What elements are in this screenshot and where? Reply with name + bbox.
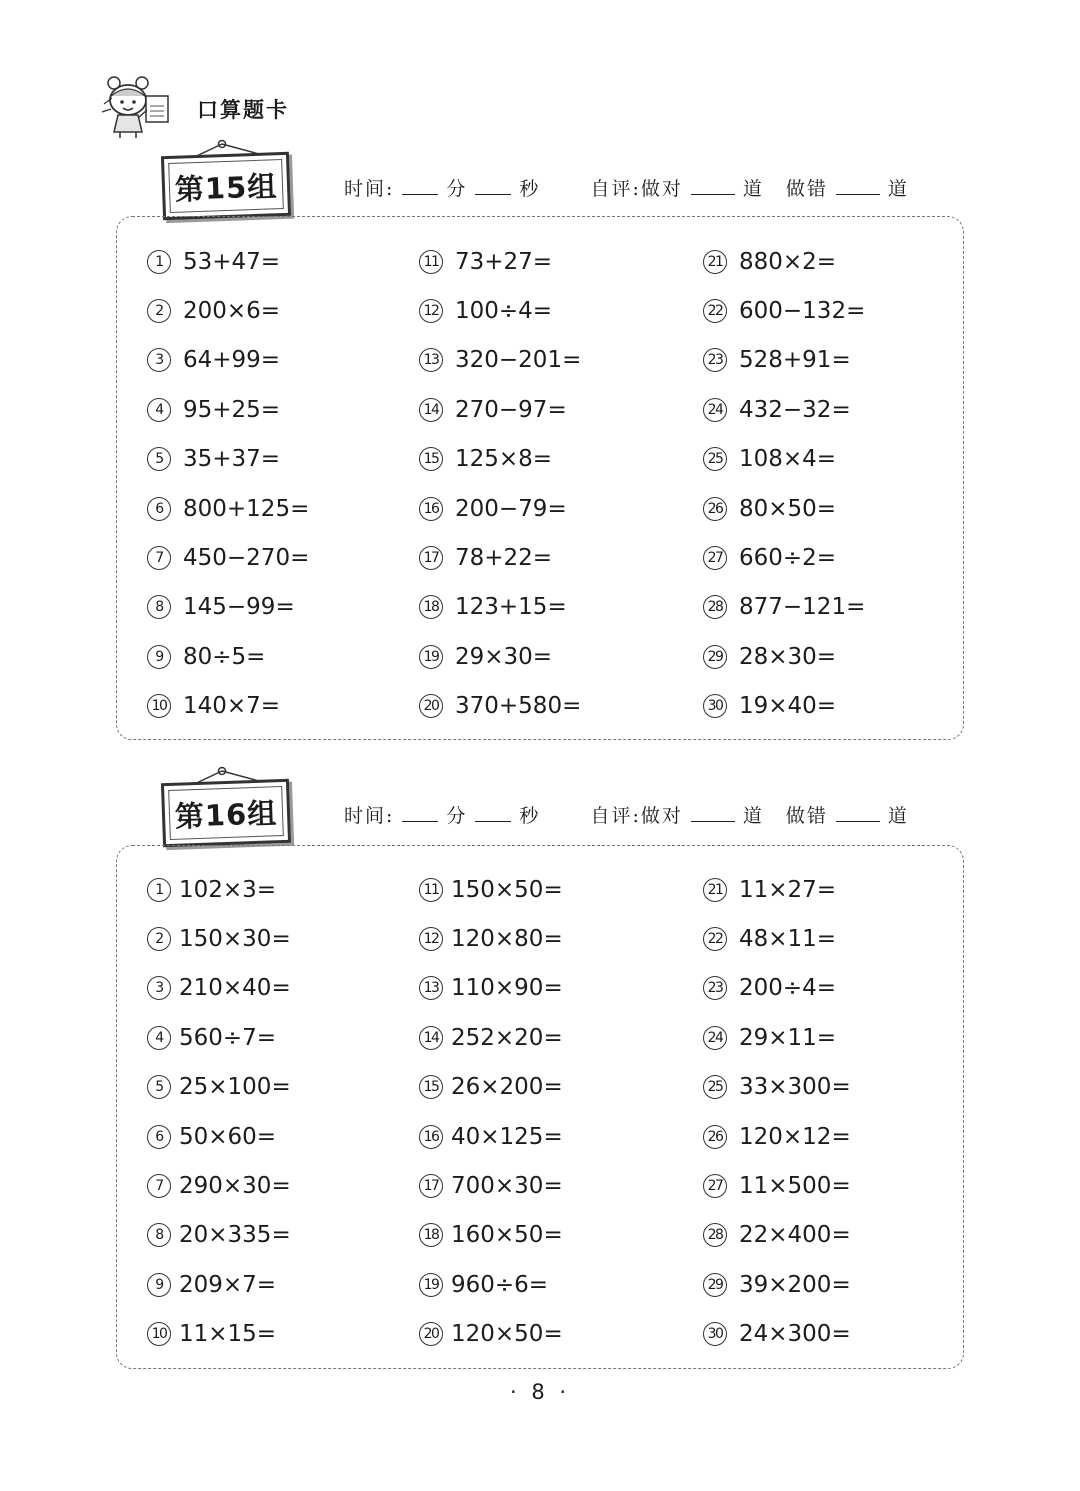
page-number: · 8 · bbox=[509, 1380, 571, 1404]
dao-label: 道 bbox=[887, 805, 909, 827]
problem-column bbox=[703, 237, 963, 731]
group-title: 第16组 bbox=[168, 786, 284, 840]
problem-item bbox=[419, 484, 679, 533]
problem-item bbox=[147, 1260, 407, 1309]
problem-number: 13 bbox=[419, 348, 443, 372]
problem-number: 1 bbox=[147, 878, 171, 902]
problem-number: 21 bbox=[703, 250, 727, 274]
problem-expression: 200÷4= bbox=[739, 975, 837, 1002]
problem-item bbox=[419, 1063, 679, 1112]
problem-number: 1 bbox=[147, 250, 171, 274]
problem-item bbox=[419, 632, 679, 681]
problem-expression: 880×2= bbox=[739, 248, 837, 275]
problem-number: 12 bbox=[419, 299, 443, 323]
problem-expression: 160×50= bbox=[451, 1222, 563, 1249]
problem-item bbox=[419, 237, 679, 286]
problem-expression: 40×125= bbox=[451, 1123, 563, 1150]
problem-expression: 11×27= bbox=[739, 876, 837, 903]
problem-item bbox=[419, 336, 679, 385]
wrong-label: 做错 bbox=[785, 178, 828, 200]
problem-expression: 800+125= bbox=[183, 495, 310, 522]
problem-item bbox=[419, 914, 679, 963]
problem-number: 7 bbox=[147, 1174, 171, 1198]
problem-number: 24 bbox=[703, 1026, 727, 1050]
wrong-count-blank[interactable] bbox=[836, 805, 880, 822]
problem-number: 23 bbox=[703, 348, 727, 372]
problem-expression: 125×8= bbox=[455, 446, 553, 473]
seconds-blank[interactable] bbox=[475, 805, 511, 822]
problem-expression: 290×30= bbox=[179, 1173, 291, 1200]
problem-item bbox=[703, 385, 963, 434]
problem-item bbox=[703, 914, 963, 963]
wrong-label: 做错 bbox=[785, 805, 828, 827]
problem-item bbox=[703, 336, 963, 385]
minutes-blank[interactable] bbox=[402, 805, 438, 822]
problem-item bbox=[703, 1161, 963, 1210]
problem-number: 13 bbox=[419, 976, 443, 1000]
problem-number: 7 bbox=[147, 546, 171, 570]
problem-number: 22 bbox=[703, 927, 727, 951]
problem-item bbox=[419, 1310, 679, 1359]
problem-expression: 960÷6= bbox=[451, 1271, 549, 1298]
problem-column bbox=[419, 865, 679, 1359]
second-label: 秒 bbox=[519, 178, 541, 200]
problem-expression: 560÷7= bbox=[179, 1024, 277, 1051]
problem-expression: 26×200= bbox=[451, 1074, 563, 1101]
problem-item bbox=[419, 1260, 679, 1309]
problem-expression: 80÷5= bbox=[183, 643, 266, 670]
problem-expression: 102×3= bbox=[179, 876, 277, 903]
problem-expression: 450−270= bbox=[183, 545, 310, 572]
problem-item bbox=[703, 435, 963, 484]
seconds-blank[interactable] bbox=[475, 178, 511, 195]
problem-expression: 64+99= bbox=[183, 347, 281, 374]
problem-item bbox=[703, 1310, 963, 1359]
problem-expression: 100÷4= bbox=[455, 298, 553, 325]
problem-expression: 370+580= bbox=[455, 693, 582, 720]
problem-item bbox=[703, 865, 963, 914]
problem-number: 21 bbox=[703, 878, 727, 902]
second-label: 秒 bbox=[519, 805, 541, 827]
problem-expression: 140×7= bbox=[183, 693, 281, 720]
problem-item bbox=[147, 1310, 407, 1359]
problem-column bbox=[419, 237, 679, 731]
minutes-blank[interactable] bbox=[402, 178, 438, 195]
problem-item bbox=[419, 865, 679, 914]
problem-expression: 35+37= bbox=[183, 446, 281, 473]
problem-item bbox=[703, 1013, 963, 1062]
problem-number: 3 bbox=[147, 348, 171, 372]
problem-expression: 19×40= bbox=[739, 693, 837, 720]
problem-item bbox=[419, 435, 679, 484]
problem-expression: 110×90= bbox=[451, 975, 563, 1002]
problem-expression: 270−97= bbox=[455, 396, 567, 423]
problem-item bbox=[147, 914, 407, 963]
problem-number: 14 bbox=[419, 398, 443, 422]
problem-expression: 73+27= bbox=[455, 248, 553, 275]
problem-item bbox=[147, 632, 407, 681]
problem-item bbox=[147, 682, 407, 731]
problem-number: 20 bbox=[419, 1322, 443, 1346]
problem-number: 16 bbox=[419, 497, 443, 521]
problem-item bbox=[147, 336, 407, 385]
problem-number: 14 bbox=[419, 1026, 443, 1050]
problem-item bbox=[147, 484, 407, 533]
problem-expression: 150×30= bbox=[179, 926, 291, 953]
problem-expression: 120×50= bbox=[451, 1321, 563, 1348]
problem-number: 9 bbox=[147, 645, 171, 669]
problem-number: 25 bbox=[703, 447, 727, 471]
problem-item bbox=[419, 1112, 679, 1161]
dao-label: 道 bbox=[887, 178, 909, 200]
problem-expression: 25×100= bbox=[179, 1074, 291, 1101]
problem-number: 18 bbox=[419, 1223, 443, 1247]
problem-number: 16 bbox=[419, 1125, 443, 1149]
problem-item bbox=[703, 1211, 963, 1260]
dao-label: 道 bbox=[742, 805, 764, 827]
group-title: 第15组 bbox=[168, 159, 284, 213]
minute-label: 分 bbox=[446, 805, 468, 827]
problem-item bbox=[147, 964, 407, 1013]
problem-item bbox=[703, 1112, 963, 1161]
problem-expression: 11×500= bbox=[739, 1173, 851, 1200]
problem-item bbox=[147, 1063, 407, 1112]
problem-column bbox=[147, 865, 407, 1359]
problem-number: 5 bbox=[147, 1075, 171, 1099]
problem-expression: 210×40= bbox=[179, 975, 291, 1002]
problem-item bbox=[703, 484, 963, 533]
time-label: 时间: bbox=[344, 805, 395, 827]
stats-line bbox=[344, 174, 909, 201]
problem-number: 27 bbox=[703, 546, 727, 570]
problem-number: 23 bbox=[703, 976, 727, 1000]
problem-expression: 22×400= bbox=[739, 1222, 851, 1249]
problem-number: 15 bbox=[419, 1075, 443, 1099]
problem-number: 30 bbox=[703, 694, 727, 718]
problem-number: 29 bbox=[703, 645, 727, 669]
problem-expression: 200−79= bbox=[455, 495, 567, 522]
problem-expression: 78+22= bbox=[455, 545, 553, 572]
problem-item bbox=[147, 583, 407, 632]
self-eval-label: 自评:做对 bbox=[590, 805, 683, 827]
problem-item bbox=[419, 286, 679, 335]
problem-number: 19 bbox=[419, 1273, 443, 1297]
problem-expression: 700×30= bbox=[451, 1173, 563, 1200]
problem-item bbox=[419, 964, 679, 1013]
problem-number: 4 bbox=[147, 398, 171, 422]
problem-number: 10 bbox=[147, 694, 171, 718]
problem-number: 12 bbox=[419, 927, 443, 951]
problem-expression: 320−201= bbox=[455, 347, 582, 374]
problem-item bbox=[419, 682, 679, 731]
problem-item bbox=[147, 533, 407, 582]
problem-expression: 80×50= bbox=[739, 495, 837, 522]
problem-expression: 600−132= bbox=[739, 298, 866, 325]
problem-number: 3 bbox=[147, 976, 171, 1000]
problem-number: 26 bbox=[703, 1125, 727, 1149]
problem-expression: 252×20= bbox=[451, 1024, 563, 1051]
problem-item bbox=[147, 1161, 407, 1210]
app-title: 口算题卡 bbox=[197, 98, 289, 122]
problem-expression: 660÷2= bbox=[739, 545, 837, 572]
problem-expression: 29×11= bbox=[739, 1024, 837, 1051]
problem-number: 11 bbox=[419, 878, 443, 902]
problem-number: 17 bbox=[419, 546, 443, 570]
problem-number: 8 bbox=[147, 1223, 171, 1247]
problem-expression: 200×6= bbox=[183, 298, 281, 325]
problem-column bbox=[703, 865, 963, 1359]
problem-item bbox=[419, 1161, 679, 1210]
problem-expression: 123+15= bbox=[455, 594, 567, 621]
problem-expression: 120×80= bbox=[451, 926, 563, 953]
problem-item bbox=[703, 1063, 963, 1112]
problem-panel bbox=[116, 845, 964, 1369]
problem-number: 6 bbox=[147, 1125, 171, 1149]
problem-item bbox=[419, 1013, 679, 1062]
problem-expression: 528+91= bbox=[739, 347, 851, 374]
correct-count-blank[interactable] bbox=[691, 805, 735, 822]
problem-expression: 33×300= bbox=[739, 1074, 851, 1101]
problem-number: 20 bbox=[419, 694, 443, 718]
stats-line bbox=[344, 801, 909, 828]
problem-expression: 24×300= bbox=[739, 1321, 851, 1348]
problem-number: 2 bbox=[147, 927, 171, 951]
problem-number: 25 bbox=[703, 1075, 727, 1099]
dao-label: 道 bbox=[742, 178, 764, 200]
problem-number: 9 bbox=[147, 1273, 171, 1297]
problem-expression: 50×60= bbox=[179, 1123, 277, 1150]
time-label: 时间: bbox=[344, 178, 395, 200]
problem-expression: 29×30= bbox=[455, 643, 553, 670]
problem-number: 11 bbox=[419, 250, 443, 274]
problem-item bbox=[419, 1211, 679, 1260]
problem-item bbox=[147, 286, 407, 335]
problem-item bbox=[419, 385, 679, 434]
problem-item bbox=[147, 1211, 407, 1260]
problem-number: 15 bbox=[419, 447, 443, 471]
problem-number: 28 bbox=[703, 1223, 727, 1247]
self-eval-label: 自评:做对 bbox=[590, 178, 683, 200]
problem-number: 27 bbox=[703, 1174, 727, 1198]
problem-item bbox=[703, 1260, 963, 1309]
problem-item bbox=[703, 533, 963, 582]
problem-expression: 209×7= bbox=[179, 1271, 277, 1298]
problem-item bbox=[147, 237, 407, 286]
problem-number: 29 bbox=[703, 1273, 727, 1297]
minute-label: 分 bbox=[446, 178, 468, 200]
correct-count-blank[interactable] bbox=[691, 178, 735, 195]
problem-expression: 28×30= bbox=[739, 643, 837, 670]
problem-item bbox=[419, 583, 679, 632]
problem-number: 2 bbox=[147, 299, 171, 323]
problem-expression: 877−121= bbox=[739, 594, 866, 621]
problem-item bbox=[703, 286, 963, 335]
problem-item bbox=[147, 865, 407, 914]
problem-number: 18 bbox=[419, 595, 443, 619]
wrong-count-blank[interactable] bbox=[836, 178, 880, 195]
page-header bbox=[100, 74, 400, 140]
problem-item bbox=[419, 533, 679, 582]
problem-number: 8 bbox=[147, 595, 171, 619]
problem-number: 10 bbox=[147, 1322, 171, 1346]
problem-item bbox=[703, 682, 963, 731]
problem-item bbox=[703, 632, 963, 681]
problem-number: 19 bbox=[419, 645, 443, 669]
problem-expression: 108×4= bbox=[739, 446, 837, 473]
problem-item bbox=[147, 385, 407, 434]
problem-expression: 20×335= bbox=[179, 1222, 291, 1249]
student-mascot-icon bbox=[100, 74, 172, 140]
problem-expression: 150×50= bbox=[451, 876, 563, 903]
problem-expression: 120×12= bbox=[739, 1123, 851, 1150]
problem-expression: 432−32= bbox=[739, 396, 851, 423]
problem-number: 24 bbox=[703, 398, 727, 422]
problem-item bbox=[703, 583, 963, 632]
group-sign bbox=[158, 765, 300, 857]
problem-number: 26 bbox=[703, 497, 727, 521]
problem-item bbox=[147, 1013, 407, 1062]
problem-number: 22 bbox=[703, 299, 727, 323]
problem-number: 4 bbox=[147, 1026, 171, 1050]
problem-expression: 95+25= bbox=[183, 396, 281, 423]
problem-number: 17 bbox=[419, 1174, 443, 1198]
problem-expression: 11×15= bbox=[179, 1321, 277, 1348]
problem-number: 28 bbox=[703, 595, 727, 619]
problem-expression: 39×200= bbox=[739, 1271, 851, 1298]
problem-item bbox=[147, 1112, 407, 1161]
problem-item bbox=[147, 435, 407, 484]
problem-expression: 48×11= bbox=[739, 926, 837, 953]
problem-number: 5 bbox=[147, 447, 171, 471]
problem-item bbox=[703, 237, 963, 286]
problem-item bbox=[703, 964, 963, 1013]
problem-expression: 145−99= bbox=[183, 594, 295, 621]
problem-expression: 53+47= bbox=[183, 248, 281, 275]
problem-number: 6 bbox=[147, 497, 171, 521]
problem-column bbox=[147, 237, 407, 731]
problem-number: 30 bbox=[703, 1322, 727, 1346]
problem-panel bbox=[116, 216, 964, 740]
